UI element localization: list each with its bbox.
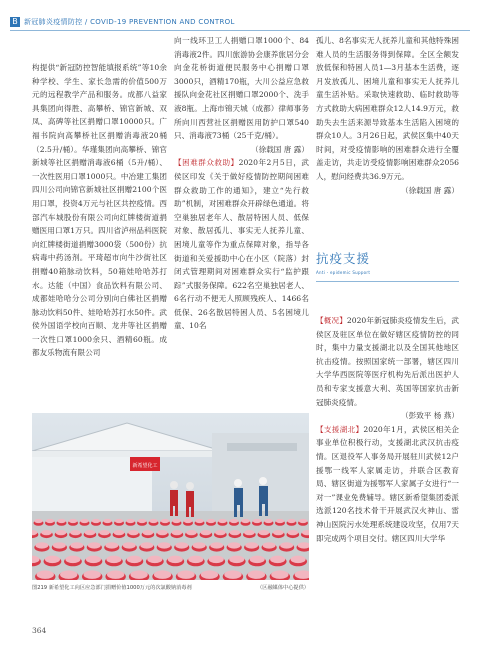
section-tag: 【支援湖北】	[316, 424, 364, 434]
page-number: 364	[32, 626, 47, 635]
drum-top	[115, 519, 124, 523]
drum-top	[276, 519, 285, 523]
drum-top	[147, 556, 162, 563]
drum-top	[245, 542, 258, 548]
drum-top	[230, 519, 239, 523]
drum-top	[154, 570, 171, 579]
drum-top	[244, 530, 255, 535]
drum-top	[70, 530, 81, 535]
drum-top	[172, 519, 181, 523]
section-title: 抗疫支援	[316, 251, 371, 266]
drum-top	[161, 519, 170, 523]
drum-top	[168, 556, 183, 563]
drum-top	[57, 519, 66, 523]
drum-top	[46, 519, 55, 523]
drum-top	[280, 542, 293, 548]
drum-top	[88, 542, 101, 548]
section-divider	[316, 281, 459, 282]
drum-top	[299, 519, 308, 523]
drum-top	[128, 530, 139, 535]
drum-top	[157, 530, 168, 535]
drum-top	[99, 530, 110, 535]
banner-text: 新希望化工	[132, 463, 158, 469]
drum-top	[80, 519, 89, 523]
caption-text: 图219 新希望化工向区应急部门捐赠价值1000万元的次氯酸钠消毒剂	[32, 585, 192, 591]
section-subtitle: Anti - epidemic Support	[316, 270, 371, 275]
drum-top	[34, 519, 43, 523]
drum-top	[105, 542, 118, 548]
drum-top	[188, 556, 203, 563]
column-2	[174, 34, 309, 333]
figure-caption	[32, 584, 309, 591]
drum-top	[184, 519, 193, 523]
drum-top	[126, 519, 135, 523]
drum-top	[264, 519, 273, 523]
section-header-title: 新冠肺炎疫情防控 / COVID-19 PREVENTION AND CONTROL	[24, 18, 235, 26]
body-paragraph: 向一线环卫工人捐赠口罩1000个、84消毒液2件。四川旅游协会康养旅居分会向金花桥街道便民服务中心捐赠口罩3000只，酒精170瓶，大川公益应急救援队向金花社区捐赠口罩2000个、洗手液8瓶。上海市锦天城（成都）律师事务所向川西营社区捐赠医用防护口罩540只、消毒液73桶（25千克/桶）。	[174, 36, 309, 141]
drum-top	[130, 570, 147, 579]
drum-top	[60, 570, 77, 579]
body-paragraph: 构提供“新冠防控智能填报系统”等10余种学校、学生、家长急需的价值500万元的远程教学产品和服务。成都八益家具集团向得胜、高攀桥、锦官新城、双凤、高碑等社区捐赠口罩10000只。广福书院向高攀桥社区捐赠消毒液20桶（2.5升/桶）。华瑾集团向高攀桥、锦官新城等社区捐赠消毒液6桶（5升/桶）、一次性医用口罩1000只。中冶建工集团四川公司向锦官新城社区捐赠2100个医用口罩，投资4万元与社区共控疫情。西部汽车城股份有限公司向红牌楼街道捐赠医用口罩1万只。四川省泸州品科医院向红牌楼街道捐赠3000袋（500份）抗病毒中药汤剂。平琦超市向牛沙街社区捐赠40箱脉动饮料，50箱娃哈哈苏打水。达能（中国）食品饮料有限公司、成都娃哈哈分公司分别向白佛社区捐赠脉动饮料50件、娃哈哈苏打水50件。武侯外国语学校向百顺、龙井等社区捐赠一次性口罩1000余只、酒精60瓶。成都友乐物流有限公司	[32, 63, 167, 358]
drum-top	[92, 519, 101, 523]
donation-photo	[32, 413, 309, 580]
author-signature: （徐载国 唐 露）	[251, 144, 309, 154]
drum-top	[270, 556, 285, 563]
drum-top	[287, 519, 296, 523]
column-3-lower	[316, 314, 459, 545]
drum-top	[175, 542, 188, 548]
drum-top	[228, 542, 241, 548]
drum-top	[143, 530, 154, 535]
drum-top	[35, 542, 48, 548]
drum-top	[263, 542, 276, 548]
section-paragraph	[174, 156, 309, 333]
drum-top	[186, 530, 197, 535]
drum-top	[123, 542, 136, 548]
drum-top	[248, 570, 265, 579]
drum-top	[65, 556, 80, 563]
drum-top	[241, 519, 250, 523]
drum-top	[273, 530, 284, 535]
section-paragraph	[316, 423, 459, 545]
drum-top	[207, 519, 216, 523]
drum-top	[41, 530, 52, 535]
drum-top	[250, 556, 265, 563]
drum-top	[56, 530, 67, 535]
drum-top	[210, 542, 223, 548]
column-1	[32, 61, 167, 360]
page-header	[10, 15, 470, 31]
drum-top	[138, 519, 147, 523]
author-signature: （彭致平 杨 燕）	[401, 411, 459, 421]
drum-top	[84, 570, 101, 579]
body-text: 2020年1月，武侯区相关企事业单位积极行动，支援湖北武汉抗击疫情。区退役军人事务局开展驻川武侯12户援鄂一线军人家属走访，并联合区教育局、辖区街道为援鄂军人家属子女进行“一对一”课业免费辅导。辖区新希望集团委派选派120名技术骨干开展武汉火神山、雷神山医院污水处理系统建设攻坚，仅用7天即完成两个项目交付。辖区四川大学华	[316, 424, 460, 543]
drum-top	[224, 570, 241, 579]
section-tag: 【困难群众救助】	[174, 158, 239, 168]
drum-top	[106, 556, 121, 563]
drum-top	[291, 556, 306, 563]
column-3	[316, 34, 459, 197]
section-heading	[316, 249, 459, 299]
body-text: 2020年2月5日，武侯区印发《关于做好疫情防控期间困难群众救助工作的通知》，建立“先行救助”机制，对困难群众开辟绿色通道。将空巢独居老年人、散居特困人员、低保对象、散居孤儿、事实无人抚养儿童、困境儿童等作为重点保障对象，指导各街道和关爱援助中心在小区（院落）封闭式管理期间对困难群众实行“监护跟踪”式服务保障。622名空巢独居老人、6名行动不便无人照顾残疾人、1466名低保、26名散居特困人员、5名困境儿童、10名	[174, 158, 309, 331]
drum-top	[107, 570, 124, 579]
drum-top	[70, 542, 83, 548]
drum-top	[195, 519, 204, 523]
section-tag: 【概况】	[316, 316, 347, 325]
drum-top	[287, 530, 298, 535]
drum-top	[230, 530, 241, 535]
drum-top	[215, 530, 226, 535]
drum-top	[158, 542, 171, 548]
body-paragraph: 孤儿、8名事实无人抚养儿童和其他特殊困难人员的生活服务得到保障。全区全额发放低保和特困人员1—3月基本生活费，逐月发放孤儿、困境儿童和事实无人抚养儿童生活补贴。采取快速救助、临时救助等方式救助大病困难群众12人14.9万元，救助失去生活来源导致基本生活陷入困境的群众10人。3月26日起，武侯区集中40天时间，对受疫情影响的困难群众进行全覆盖走访，共走访受疫情影响困难群众2056人，慰问经费共36.9万元。	[316, 36, 459, 181]
drum-top	[85, 530, 96, 535]
drum-top	[253, 519, 262, 523]
drum-top	[229, 556, 244, 563]
drum-top	[114, 530, 125, 535]
drum-top	[218, 519, 227, 523]
drum-top	[103, 519, 112, 523]
drum-top	[201, 530, 212, 535]
body-text: 2020年新冠肺炎疫情发生后，武侯区及驻区单位在做好辖区疫情防控的同时，集中力量支援湖北以及全国其他地区抗击疫情。按照国家统一部署，辖区四川大学华西医院等医疗机构先后派出医护人员和专家支援意大利、英国等国家抗击新冠肺炎疫情。	[316, 316, 459, 407]
section-paragraph	[316, 314, 459, 409]
drum-top	[149, 519, 158, 523]
caption-credit: （区融媒体中心提供）	[257, 585, 309, 591]
drum-top	[69, 519, 78, 523]
photo-illustration	[32, 413, 309, 580]
drum-top	[209, 556, 224, 563]
book-logo-icon: B	[10, 17, 20, 27]
drum-top	[37, 570, 54, 579]
drum-top	[127, 556, 142, 563]
drum-top	[140, 542, 153, 548]
drum-top	[177, 570, 194, 579]
drum-top	[201, 570, 218, 579]
drum-top	[193, 542, 206, 548]
drum-top	[45, 556, 60, 563]
drum-top	[86, 556, 101, 563]
author-signature: （徐载国 唐 露）	[401, 185, 459, 195]
drum-top	[53, 542, 66, 548]
drum-top	[258, 530, 269, 535]
drum-top	[172, 530, 183, 535]
drum-top	[271, 570, 288, 579]
